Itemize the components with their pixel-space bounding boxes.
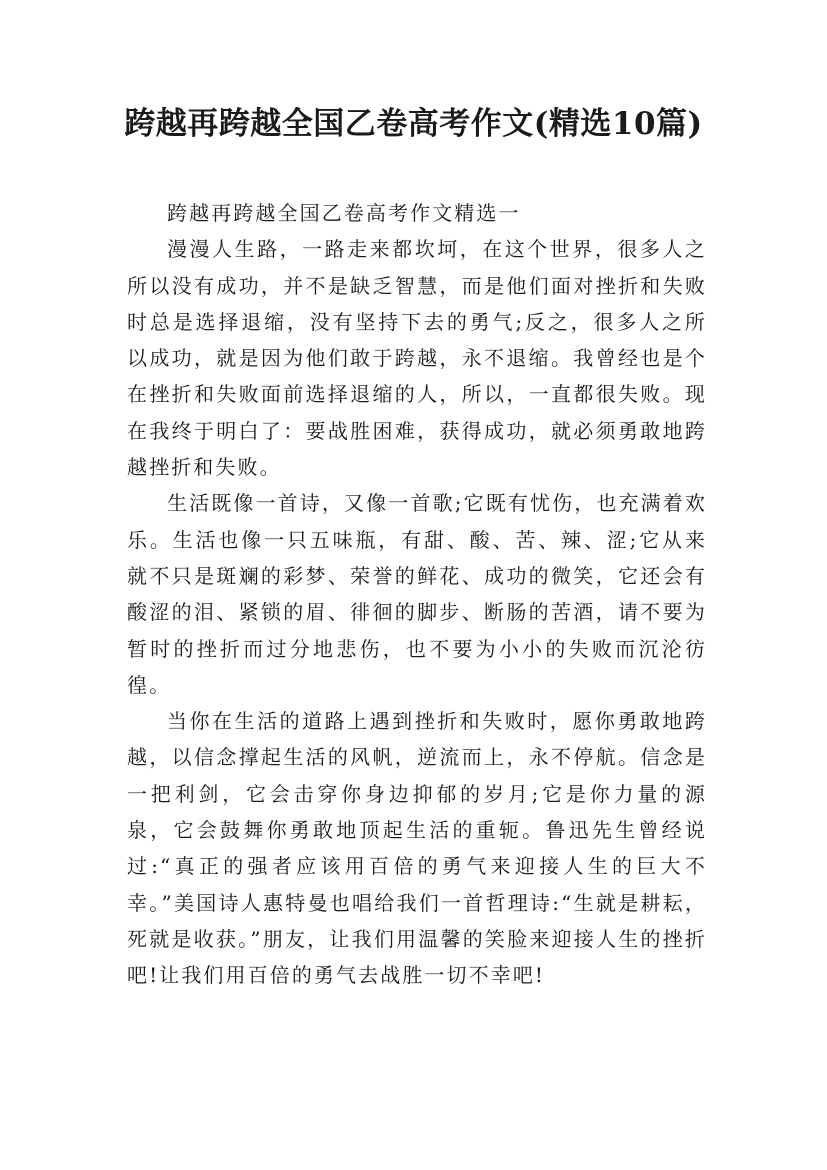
body-paragraph: 漫漫人生路，一路走来都坎坷，在这个世界，很多人之所以没有成功，并不是缺乏智慧，而是他们面对挫折和失败时总是选择退缩，没有坚持下去的勇气;反之，很多人之所以成功，就是因为他们敢于跨越，永不退缩。我曾经也是个在挫折和失败面前选择退缩的人，所以，一直都很失败。现在我终于明白了：要战胜困难，获得成功，就必须勇敢地跨越挫折和失败。: [127, 237, 707, 480]
body-paragraph: 生活既像一首诗，又像一首歌;它既有忧伤，也充满着欢乐。生活也像一只五味瓶，有甜、酸、苦、辣、涩;它从来就不只是斑斓的彩梦、荣誉的鲜花、成功的微笑，它还会有酸涩的泪、紧锁的眉、徘徊的脚步、断肠的苦酒，请不要为暂时的挫折而过分地悲伤，也不要为小小的失败而沉沦彷徨。: [127, 491, 707, 697]
document-body: [127, 195, 707, 994]
body-paragraph: 当你在生活的道路上遇到挫折和失败时，愿你勇敢地跨越，以信念撑起生活的风帆，逆流而上，永不停航。信念是一把利剑，它会击穿你身边抑郁的岁月;它是你力量的源泉，它会鼓舞你勇敢地顶起生活的重轭。鲁迅先生曾经说过:“真正的强者应该用百倍的勇气来迎接人生的巨大不幸。”美国诗人惠特曼也唱给我们一首哲理诗:“生就是耕耘，死就是收获。”朋友，让我们用温馨的笑脸来迎接人生的挫折吧!让我们用百倍的勇气去战胜一切不幸吧!: [127, 709, 707, 988]
document-title: 跨越再跨越全国乙卷高考作文(精选10篇): [124, 106, 703, 142]
section-heading: 跨越再跨越全国乙卷高考作文精选一: [167, 201, 521, 225]
